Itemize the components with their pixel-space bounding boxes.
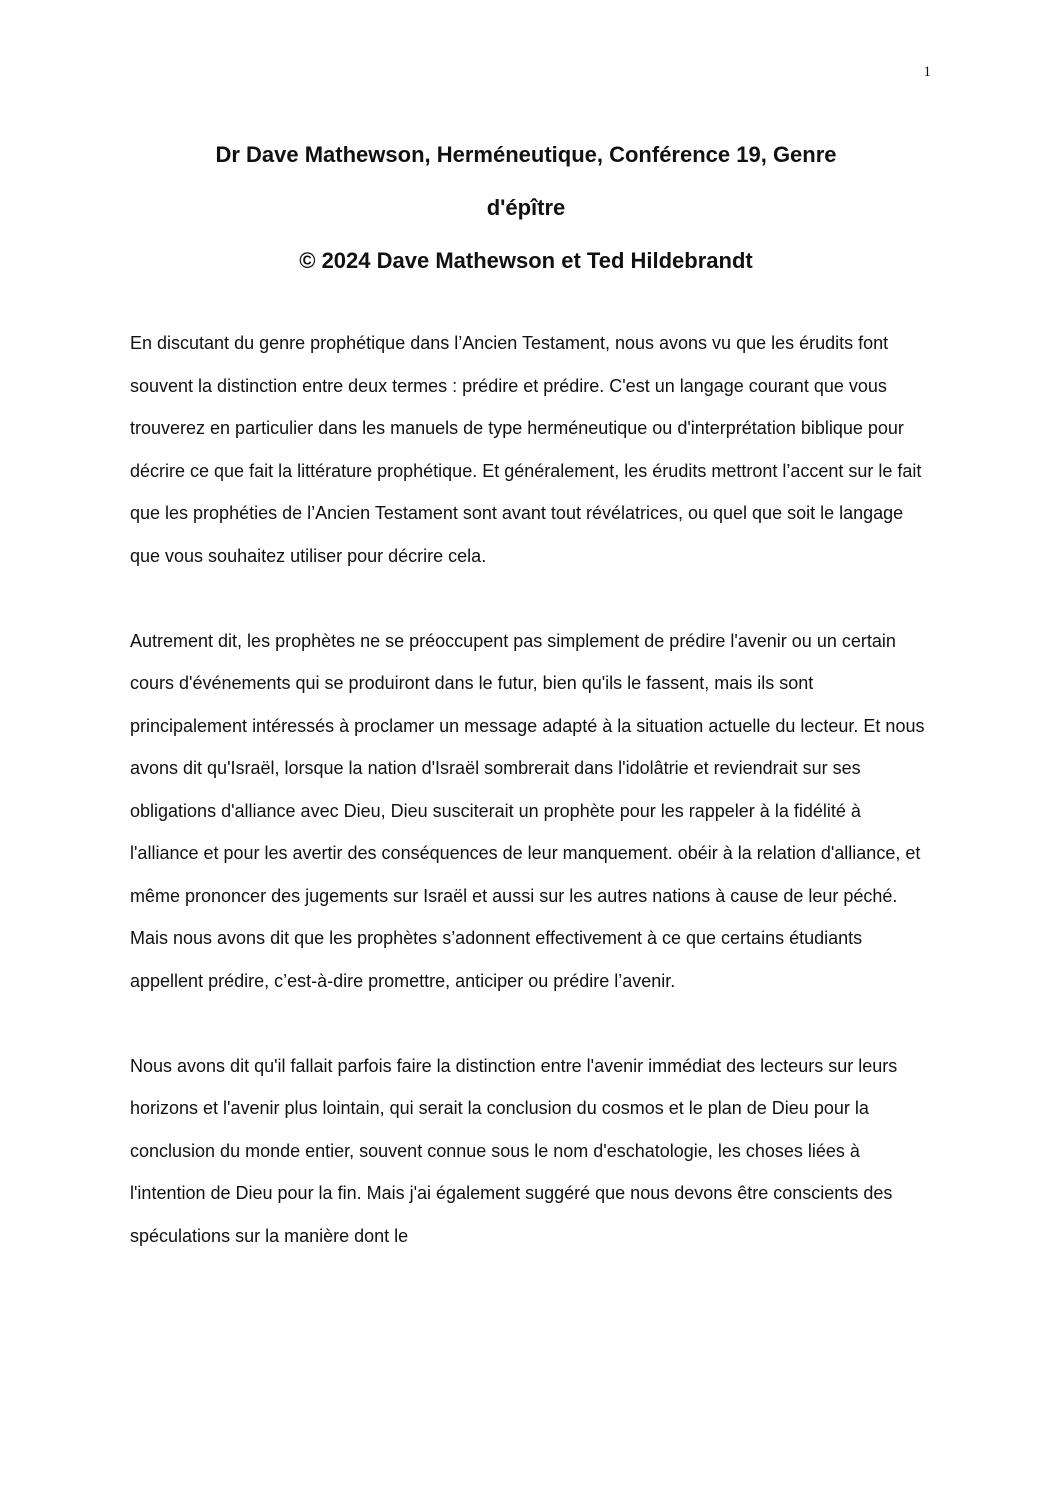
title-line-1: Dr Dave Mathewson, Herméneutique, Conférence 19, Genre — [215, 142, 837, 167]
copyright-line: © 2024 Dave Mathewson et Ted Hildebrandt — [299, 248, 753, 273]
page-number: 1 — [923, 64, 931, 80]
paragraph-2: Autrement dit, les prophètes ne se préoccupent pas simplement de prédire l'avenir ou un certain cours d'événements qui se produiront dans le futur, bien qu'ils le fassent, mais ils sont principalement intéressés à proclamer un message adapté à la situation actuelle du lecteur. Et nous avons dit qu'Israël, lorsque la nation d'Israël sombrerait dans l'idolâtrie et reviendrait sur ses obligations d'alliance avec Dieu, Dieu susciterait un prophète pour les rappeler à la fidélité à l'alliance et pour les avertir des conséquences de leur manquement. obéir à la relation d'alliance, et même prononcer des jugements sur Israël et aussi sur les autres nations à cause de leur péché. Mais nous avons dit que les prophètes s’adonnent effectivement à ce que certains étudiants appellent prédire, c’est-à-dire promettre, anticiper ou prédire l’avenir. — [130, 630, 925, 991]
paragraph-1: En discutant du genre prophétique dans l’Ancien Testament, nous avons vu que les érudits font souvent la distinction entre deux termes : prédire et prédire. C'est un langage courant que vous trouverez en particulier dans les manuels de type herméneutique ou d'interprétation biblique pour décrire ce que fait la littérature prophétique. Et généralement, les érudits mettront l’accent sur le fait que les prophéties de l’Ancien Testament sont avant tout révélatrices, ou quel que soit le langage que vous souhaitez utiliser pour décrire cela. — [130, 333, 922, 566]
title-line-2: d'épître — [486, 195, 566, 220]
document-header — [130, 128, 922, 287]
document-body — [130, 322, 930, 1300]
paragraph-3: Nous avons dit qu'il fallait parfois faire la distinction entre l'avenir immédiat des lecteurs sur leurs horizons et l'avenir plus lointain, qui serait la conclusion du cosmos et le plan de Dieu pour la conclusion du monde entier, souvent connue sous le nom d'eschatologie, les choses liées à l'intention de Dieu pour la fin. Mais j'ai également suggéré que nous devons être conscients des spéculations sur la manière dont le — [130, 1055, 898, 1246]
